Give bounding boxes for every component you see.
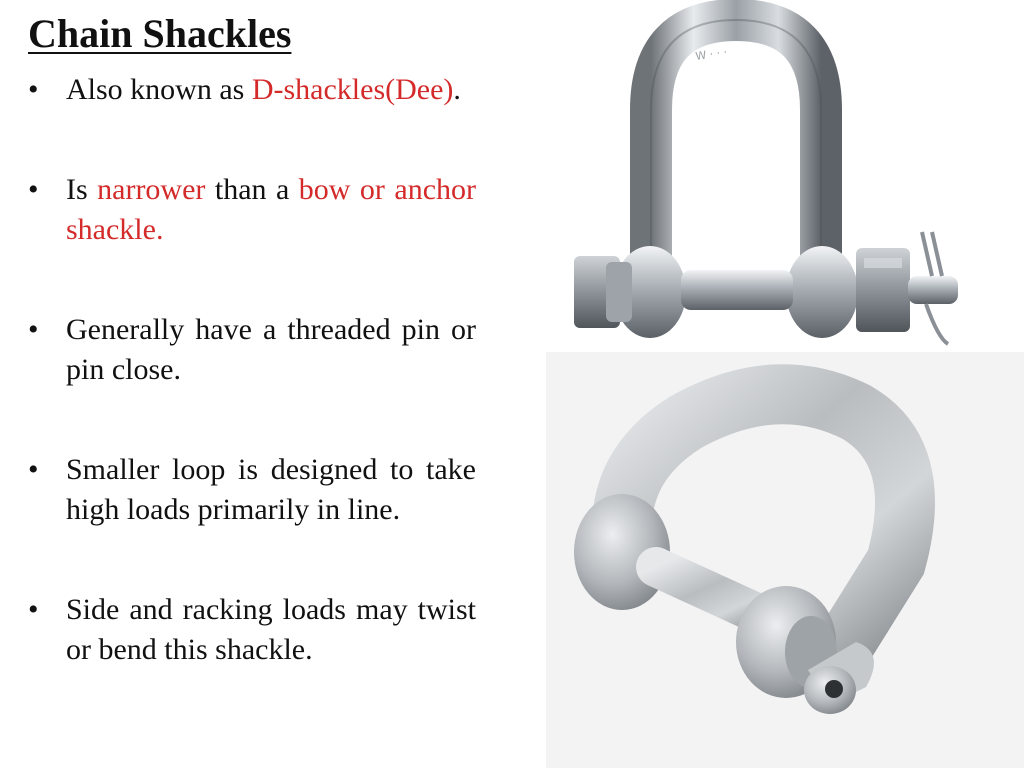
bullet-dot-icon: • (28, 173, 39, 206)
bullet-item (24, 70, 476, 110)
bullet-item (24, 170, 476, 250)
bullet-text-segment: than a (205, 173, 299, 206)
bullet-text-segment: bow or anchor shackle. (66, 173, 477, 246)
slide-title: Chain Shackles (28, 11, 292, 56)
bullet-text-segment: D-shackles(Dee) (251, 73, 454, 106)
galvanized-d-shackle-image (546, 352, 1024, 768)
svg-text:W · · ·: W · · · (694, 45, 728, 63)
bullet-item (24, 450, 476, 530)
bullet-text-segment: Also known as (66, 73, 252, 106)
bullet-list (24, 70, 476, 670)
bullet-dot-icon: • (28, 593, 39, 626)
bullet-text-segment: Generally have a threaded pin or pin close. (66, 313, 476, 386)
bullet-item (24, 590, 476, 670)
bullet-dot-icon: • (28, 313, 39, 346)
bullet-text-segment: narrower (97, 173, 206, 206)
bullet-text-segment: Smaller loop is designed to take high loads primarily in line. (66, 453, 476, 526)
stainless-d-shackle-image (546, 0, 1024, 352)
bullet-dot-icon: • (28, 73, 39, 106)
bullet-dot-icon: • (28, 453, 39, 486)
bullet-text-segment: Side and racking loads may twist or bend this shackle. (66, 593, 476, 666)
bullet-item (24, 310, 476, 390)
bullet-text-segment: Is (66, 173, 98, 206)
bullet-text-segment: . (453, 73, 461, 106)
